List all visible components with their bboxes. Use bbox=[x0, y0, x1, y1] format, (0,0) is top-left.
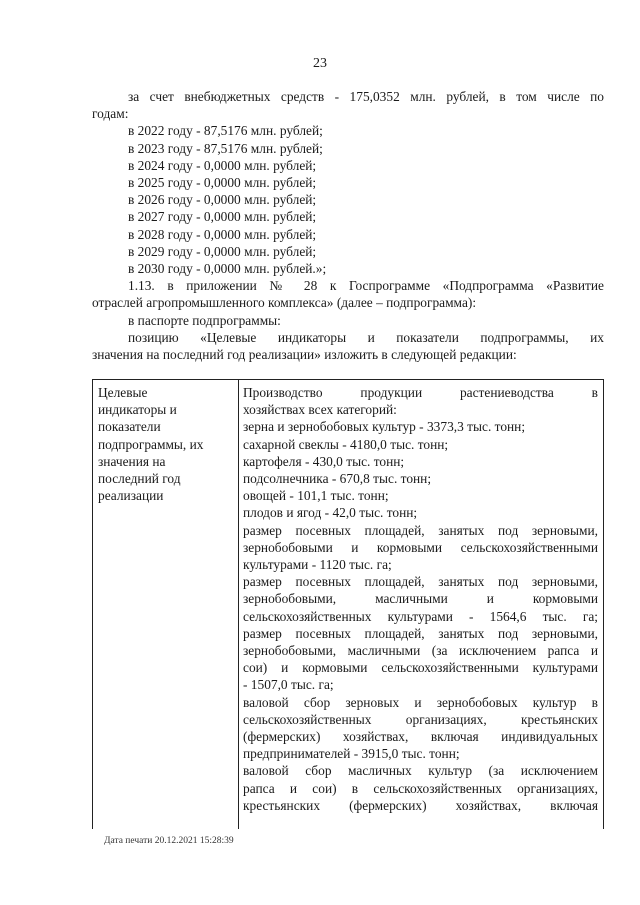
right-cell-line: крестьянских (фермерских) хозяйствах, включая bbox=[243, 797, 598, 813]
year-item: в 2029 году - 0,0000 млн. рублей; bbox=[128, 243, 317, 259]
year-item: в 2024 году - 0,0000 млн. рублей; bbox=[128, 157, 317, 173]
right-cell-line: плодов и ягод - 42,0 тыс. тонн; bbox=[243, 505, 418, 521]
left-cell-line: индикаторы и bbox=[98, 402, 177, 418]
right-cell-line: размер посевных площадей, занятых под зерновыми, bbox=[243, 522, 598, 538]
intro-line: годам: bbox=[92, 106, 129, 122]
right-cell-line: сельскохозяйственных организациях, крестьянских bbox=[243, 711, 598, 727]
indicators-table bbox=[92, 379, 604, 829]
item-line: отраслей агропромышленного комплекса» (далее – подпрограмма): bbox=[92, 295, 477, 311]
intro-paragraph bbox=[92, 88, 604, 363]
right-cell-line: зернобобовыми, масличными (за исключением рапса и bbox=[243, 643, 598, 659]
year-item: в 2027 году - 0,0000 млн. рублей; bbox=[128, 209, 317, 225]
right-cell-line: овощей - 101,1 тыс. тонн; bbox=[243, 488, 389, 504]
right-cell-line: картофеля - 430,0 тыс. тонн; bbox=[243, 453, 405, 469]
position-line: значения на последний год реализации» изложить в следующей редакции: bbox=[92, 347, 517, 363]
left-cell-line: реализации bbox=[98, 488, 164, 504]
year-item: в 2028 году - 0,0000 млн. рублей; bbox=[128, 226, 317, 242]
right-cell-line: - 1507,0 тыс. га; bbox=[243, 677, 334, 693]
year-item: в 2030 году - 0,0000 млн. рублей.»; bbox=[128, 261, 327, 277]
left-cell-line: показатели bbox=[98, 419, 161, 435]
left-cell-line: последний год bbox=[98, 471, 181, 487]
year-item: в 2023 году - 87,5176 млн. рублей; bbox=[128, 140, 323, 156]
right-cell-line: сахарной свеклы - 4180,0 тыс. тонн; bbox=[243, 436, 449, 452]
right-cell-line: сои) и кормовыми сельскохозяйственными культурами bbox=[243, 660, 598, 676]
intro-line: за счет внебюджетных средств - 175,0352 млн. рублей, в том числе по bbox=[128, 89, 604, 104]
right-cell-line: валовой сбор зерновых и зернобобовых культур в bbox=[243, 694, 598, 710]
right-cell-line: зернобобовыми и кормовыми сельскохозяйственными bbox=[243, 539, 598, 555]
right-cell-line: зернобобовыми, масличными и кормовыми bbox=[243, 591, 598, 607]
year-item: в 2026 году - 0,0000 млн. рублей; bbox=[128, 192, 317, 208]
right-cell-line: предпринимателей - 3915,0 тыс. тонн; bbox=[243, 746, 460, 762]
print-date: Дата печати 20.12.2021 15:28:39 bbox=[104, 836, 234, 846]
year-item: в 2022 году - 87,5176 млн. рублей; bbox=[128, 123, 323, 139]
passport-line: в паспорте подпрограммы: bbox=[128, 312, 281, 328]
right-cell-line: культурами - 1120 тыс. га; bbox=[243, 557, 392, 573]
right-cell-line: (фермерских) хозяйствах, включая индивидуальных bbox=[243, 729, 598, 745]
year-item: в 2025 году - 0,0000 млн. рублей; bbox=[128, 175, 317, 191]
right-cell-line: зерна и зернобобовых культур - 3373,3 тыс. тонн; bbox=[243, 419, 526, 435]
position-line: позицию «Целевые индикаторы и показатели подпрограммы, их bbox=[128, 329, 604, 345]
table-right-cell bbox=[239, 380, 603, 829]
right-cell-line: валовой сбор масличных культур (за исключением bbox=[243, 763, 598, 779]
right-cell-line: рапса и сои) в сельскохозяйственных организациях, bbox=[243, 780, 598, 796]
right-cell-line: подсолнечника - 670,8 тыс. тонн; bbox=[243, 471, 432, 487]
right-cell-line: размер посевных площадей, занятых под зерновыми, bbox=[243, 625, 598, 641]
year-list bbox=[92, 122, 604, 277]
left-cell-line: подпрограммы, их bbox=[98, 436, 204, 452]
right-cell-line: сельскохозяйственных культурами - 1564,6 тыс. га; bbox=[243, 608, 598, 624]
right-cell-line: размер посевных площадей, занятых под зерновыми, bbox=[243, 574, 598, 590]
left-cell-line: значения на bbox=[98, 453, 166, 469]
right-cell-line: хозяйствах всех категорий: bbox=[243, 402, 397, 418]
page-number: 23 bbox=[313, 56, 327, 71]
left-cell-line: Целевые bbox=[98, 385, 148, 400]
table-left-cell bbox=[93, 380, 239, 829]
item-line: 1.13. в приложении № 28 к Госпрограмме «Подпрограмма «Развитие bbox=[128, 278, 604, 294]
right-cell-line: Производство продукции растениеводства в bbox=[243, 385, 598, 400]
